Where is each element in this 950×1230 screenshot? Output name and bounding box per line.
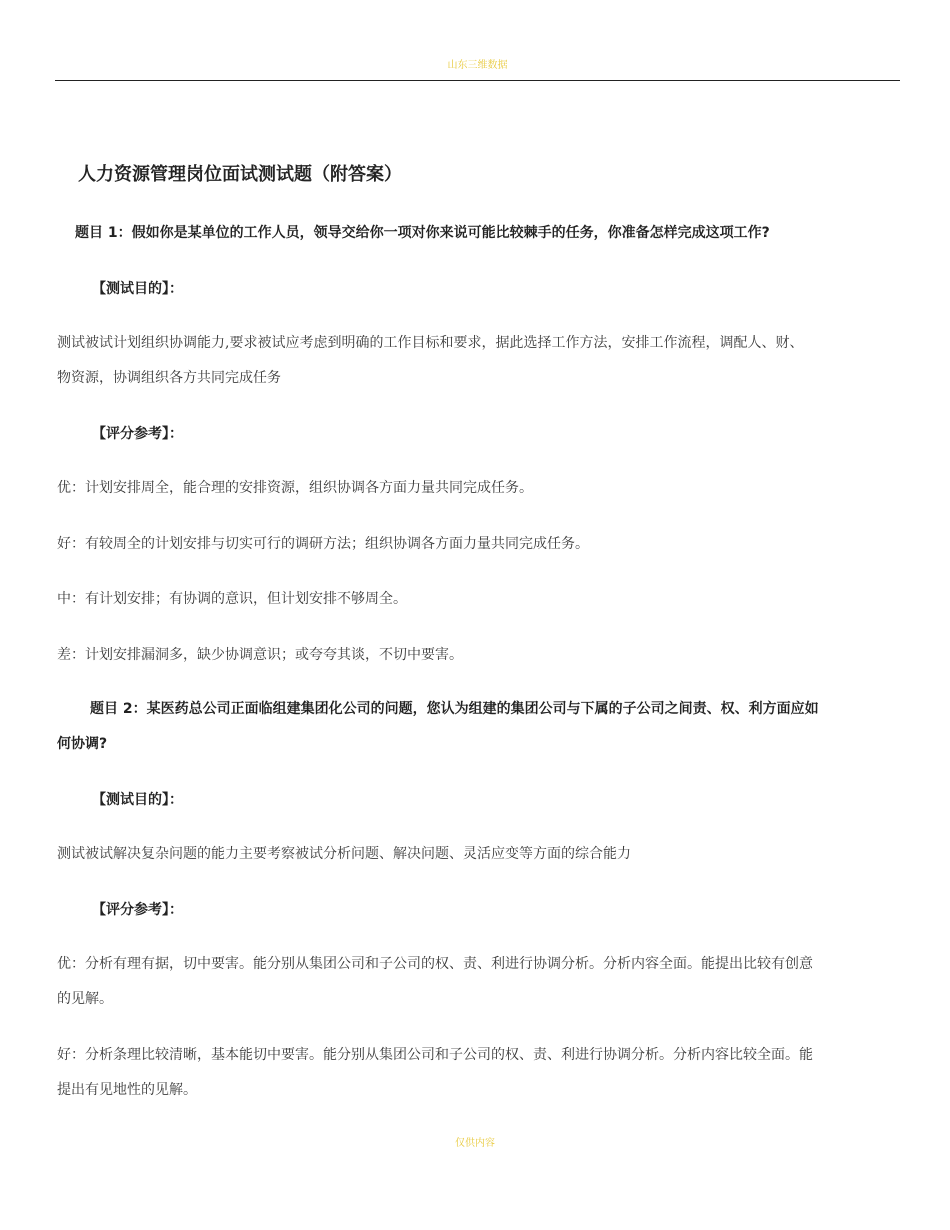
q2-score-good-line-2: 提出有见地性的见解。 — [57, 1082, 197, 1098]
q1-score-poor: 差：计划安排漏洞多，缺少协调意识；或夸夸其谈，不切中要害。 — [57, 647, 463, 663]
q2-question-line-2: 何协调? — [57, 736, 108, 752]
q1-score-excellent: 优：计划安排周全，能合理的安排资源，组织协调各方面力量共同完成任务。 — [57, 480, 533, 496]
q2-score-good-line-1: 好：分析条理比较清晰，基本能切中要害。能分别从集团公司和子公司的权、责、利进行协调分析。分析内容比较全面。能 — [57, 1047, 813, 1063]
header-text: 山东三维数据 — [447, 60, 508, 71]
q1-score-good: 好：有较周全的计划安排与切实可行的调研方法；组织协调各方面力量共同完成任务。 — [57, 536, 589, 552]
page-header — [55, 40, 900, 81]
q2-score-excellent-line-1: 优：分析有理有据，切中要害。能分别从集团公司和子公司的权、责、利进行协调分析。分析内容全面。能提出比较有创意 — [57, 956, 813, 972]
q2-purpose-heading: 【测试目的】： — [92, 792, 183, 808]
q2-scoring-heading: 【评分参考】： — [92, 902, 183, 918]
q1-purpose-heading: 【测试目的】： — [92, 281, 183, 297]
footer-text: 仅供内容 — [455, 1138, 495, 1149]
q1-scoring-heading: 【评分参考】： — [92, 426, 183, 442]
document-title: 人力资源管理岗位面试测试题（附答案） — [78, 164, 402, 185]
q2-score-excellent-line-2: 的见解。 — [57, 991, 113, 1007]
q1-purpose-line-2: 物资源，协调组织各方共同完成任务 — [57, 370, 281, 386]
q1-purpose-line-1: 测试被试计划组织协调能力,要求被试应考虑到明确的工作目标和要求，据此选择工作方法，安排工作流程，调配人、财、 — [57, 335, 804, 351]
q1-question: 题目 1：假如你是某单位的工作人员，领导交给你一项对你来说可能比较棘手的任务，你准备怎样完成这项工作? — [75, 225, 770, 241]
q2-purpose: 测试被试解决复杂问题的能力主要考察被试分析问题、解决问题、灵活应变等方面的综合能力 — [57, 846, 631, 862]
q1-score-medium: 中：有计划安排；有协调的意识，但计划安排不够周全。 — [57, 591, 407, 607]
q2-question-line-1: 题目 2：某医药总公司正面临组建集团化公司的问题，您认为组建的集团公司与下属的子公司之间责、权、利方面应如 — [90, 701, 819, 717]
